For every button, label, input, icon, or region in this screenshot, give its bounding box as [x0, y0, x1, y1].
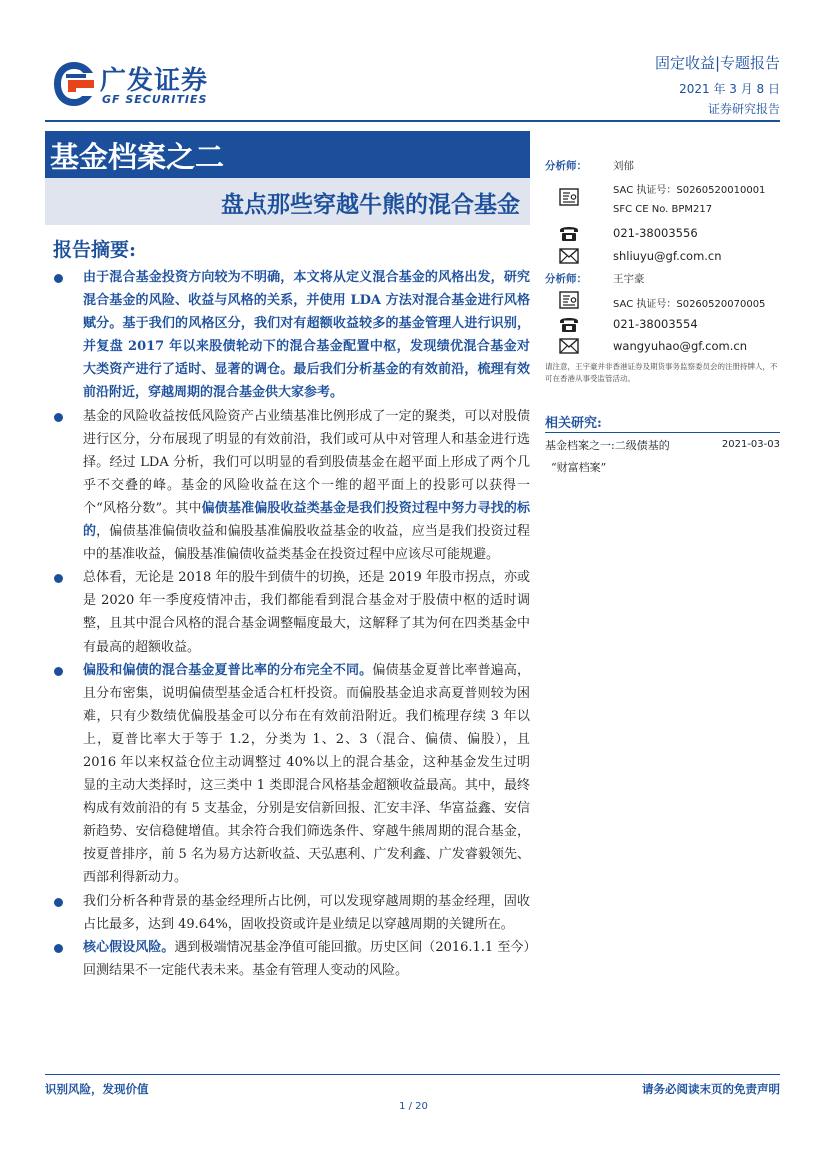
analyst-2-label: 分析师： — [545, 273, 587, 285]
email-icon — [558, 335, 580, 357]
gf-logo-icon — [52, 60, 96, 108]
abstract-bullet-3 — [50, 566, 530, 658]
bullet-dot-icon — [54, 413, 63, 422]
analyst-1-sfc: SFC CE No. BPM217 — [613, 204, 713, 215]
abstract-bullet-4 — [50, 659, 530, 890]
analyst-1-name: 刘郁 — [613, 160, 634, 172]
bullet-lead: 核心假设风险。 — [83, 939, 175, 955]
abstract-heading: 报告摘要: — [53, 239, 137, 261]
gf-logo — [52, 60, 232, 110]
footer-slogan: 识别风险，发现价值 — [45, 1082, 149, 1096]
report-category: 固定收益|专题报告 — [654, 54, 780, 72]
bullet-body: 偏债基金夏普比率普遍高，且分布密集，说明偏债型基金适合杠杆投资。而偏股基金追求高夏普则较为困难，只有少数绩优偏股基金可以分布在有效前沿附近。我们梳理存续 3 年以上，夏普比率大于等于 1.2，分类为 1、2、3（混合、偏债、偏股），且 2016 年以来权益仓位主动调整过 40%以上的混合基金，这种基金发生过明显的主动大类择时，这三类中 1 类即混合风格基金超额收益最高。其中，最终构成有效前沿的有 5 支基金，分别是安信新回报、汇安丰泽、华富益鑫、安信新趋势、安信稳健增值。其余符合我们筛选条件、穿越牛熊周期的混合基金，按夏普排序，前 5 名为易方达新收益、天弘惠利、广发利鑫、广发睿毅领先、西部利得新动力。 — [83, 662, 530, 886]
subtitle-band — [45, 178, 530, 225]
related-item-title-line2[interactable]: “财富档案” — [551, 461, 607, 474]
abstract-bullet-6 — [50, 936, 530, 982]
report-subtitle: 盘点那些穿越牛熊的混合基金 — [221, 191, 520, 218]
phone-icon — [558, 313, 580, 335]
analyst-2-email[interactable]: wangyuhao@gf.com.cn — [613, 339, 748, 353]
abstract-bullet-2 — [50, 405, 530, 567]
bullet-dot-icon — [54, 898, 63, 907]
bullet-body: 遇到极端情况基金净值可能回撤。历史区间（2016.1.1 至今）回测结果不一定能代表未来。基金有管理人变动的风险。 — [83, 939, 530, 978]
related-research-heading: 相关研究: — [545, 416, 602, 431]
analyst-1-phone: 021-38003556 — [613, 226, 698, 240]
abstract-bullets — [50, 266, 530, 982]
page-number: 1 / 20 — [399, 1101, 428, 1112]
related-item-title-line1[interactable]: 基金档案之一:二级债基的 — [545, 439, 670, 452]
bullet-text — [83, 663, 530, 886]
bullet-dot-icon — [54, 944, 63, 953]
logo-text-en: GF SECURITIES — [102, 93, 208, 106]
bullet-text — [83, 940, 530, 978]
analyst-1-email[interactable]: shliuyu@gf.com.cn — [613, 249, 722, 263]
phone-icon — [558, 222, 580, 244]
bullet-text-post: ，偏债基准偏债收益和偏股基准偏股收益基金的收益，应当是我们投资过程中的基准收益，偏股基准偏债收益类基金在投资过程中应该尽可能规避。 — [83, 524, 530, 563]
footer-disclaimer: 请务必阅读末页的免责声明 — [642, 1082, 780, 1096]
footer-divider — [45, 1074, 780, 1075]
analyst-2-phone: 021-38003554 — [613, 317, 698, 331]
related-item-date: 2021-03-03 — [721, 439, 780, 450]
logo-text-cn: 广发证券 — [100, 66, 209, 96]
header-divider — [45, 120, 780, 122]
series-title-band — [45, 131, 530, 178]
bullet-text-pre: 基金的风险收益按低风险资产占业绩基准比例形成了一定的聚类，可以对股债进行区分，分布展现了明显的有效前沿，我们或可从中对管理人和基金进行选择。经过 LDA 分析，我们可以明显的看到股债基金在超平面上形成了两个几乎不交叠的峰。基金的风险收益在这个一维的超平面上的投影可以获得一个“风格分数”。其中 — [83, 408, 530, 516]
bullet-dot-icon — [54, 667, 63, 676]
report-date: 2021 年 3 月 8 日 — [679, 82, 780, 96]
bullet-text: 总体看，无论是 2018 年的股牛到债牛的切换，还是 2019 年股市拐点，亦或是 2020 年一季度疫情冲击，我们都能看到混合基金对于股债中枢的适时调整，且其中混合风格的混合基金调整幅度最大，这解释了其为何在四类基金中有最高的超额收益。 — [83, 570, 530, 655]
id-card-icon — [558, 186, 580, 208]
bullet-text — [83, 409, 530, 563]
analyst-2-name: 王宇豪 — [613, 273, 645, 285]
analyst-2-sac: SAC 执证号：S0260520070005 — [613, 299, 766, 310]
bullet-text: 我们分析各种背景的基金经理所占比例，可以发现穿越周期的基金经理，固收占比最多，达到 49.64%，固收投资或许是业绩足以穿越周期的关键所在。 — [83, 893, 530, 932]
report-type: 证券研究报告 — [707, 102, 780, 116]
related-divider — [545, 432, 780, 433]
analyst-1-label: 分析师： — [545, 160, 587, 172]
bullet-text: 由于混合基金投资方向较为不明确，本文将从定义混合基金的风格出发，研究混合基金的风险、收益与风格的关系，并使用 LDA 方法对混合基金进行风格赋分。基于我们的风格区分，我们对有超额收益较多的基金管理人进行识别，并复盘 2017 年以来股债轮动下的混合基金配置中枢，发现绩优混合基金对大类资产进行了适时、显著的调仓。最后我们分析基金的有效前沿，梳理有效前沿附近，穿越周期的混合基金供大家参考。 — [83, 270, 530, 401]
bullet-dot-icon — [54, 274, 63, 283]
compliance-note: 请注意，王宇豪并非香港证券及期货事务监察委员会的注册持牌人，不可在香港从事受监管活动。 — [545, 362, 778, 383]
bullet-text-emphasis: 偏债基准偏股收益类基金是我们投资过程中努力寻找的标的 — [83, 500, 530, 540]
analyst-1-sac: SAC 执证号：S0260520010001 — [613, 185, 766, 196]
series-title: 基金档案之二 — [50, 140, 225, 174]
bullet-lead: 偏股和偏债的混合基金夏普比率的分布完全不同。 — [83, 662, 373, 678]
bullet-dot-icon — [54, 574, 63, 583]
abstract-bullet-5 — [50, 890, 530, 936]
id-card-icon — [558, 289, 580, 311]
abstract-bullet-1 — [50, 266, 530, 405]
email-icon — [558, 245, 580, 267]
